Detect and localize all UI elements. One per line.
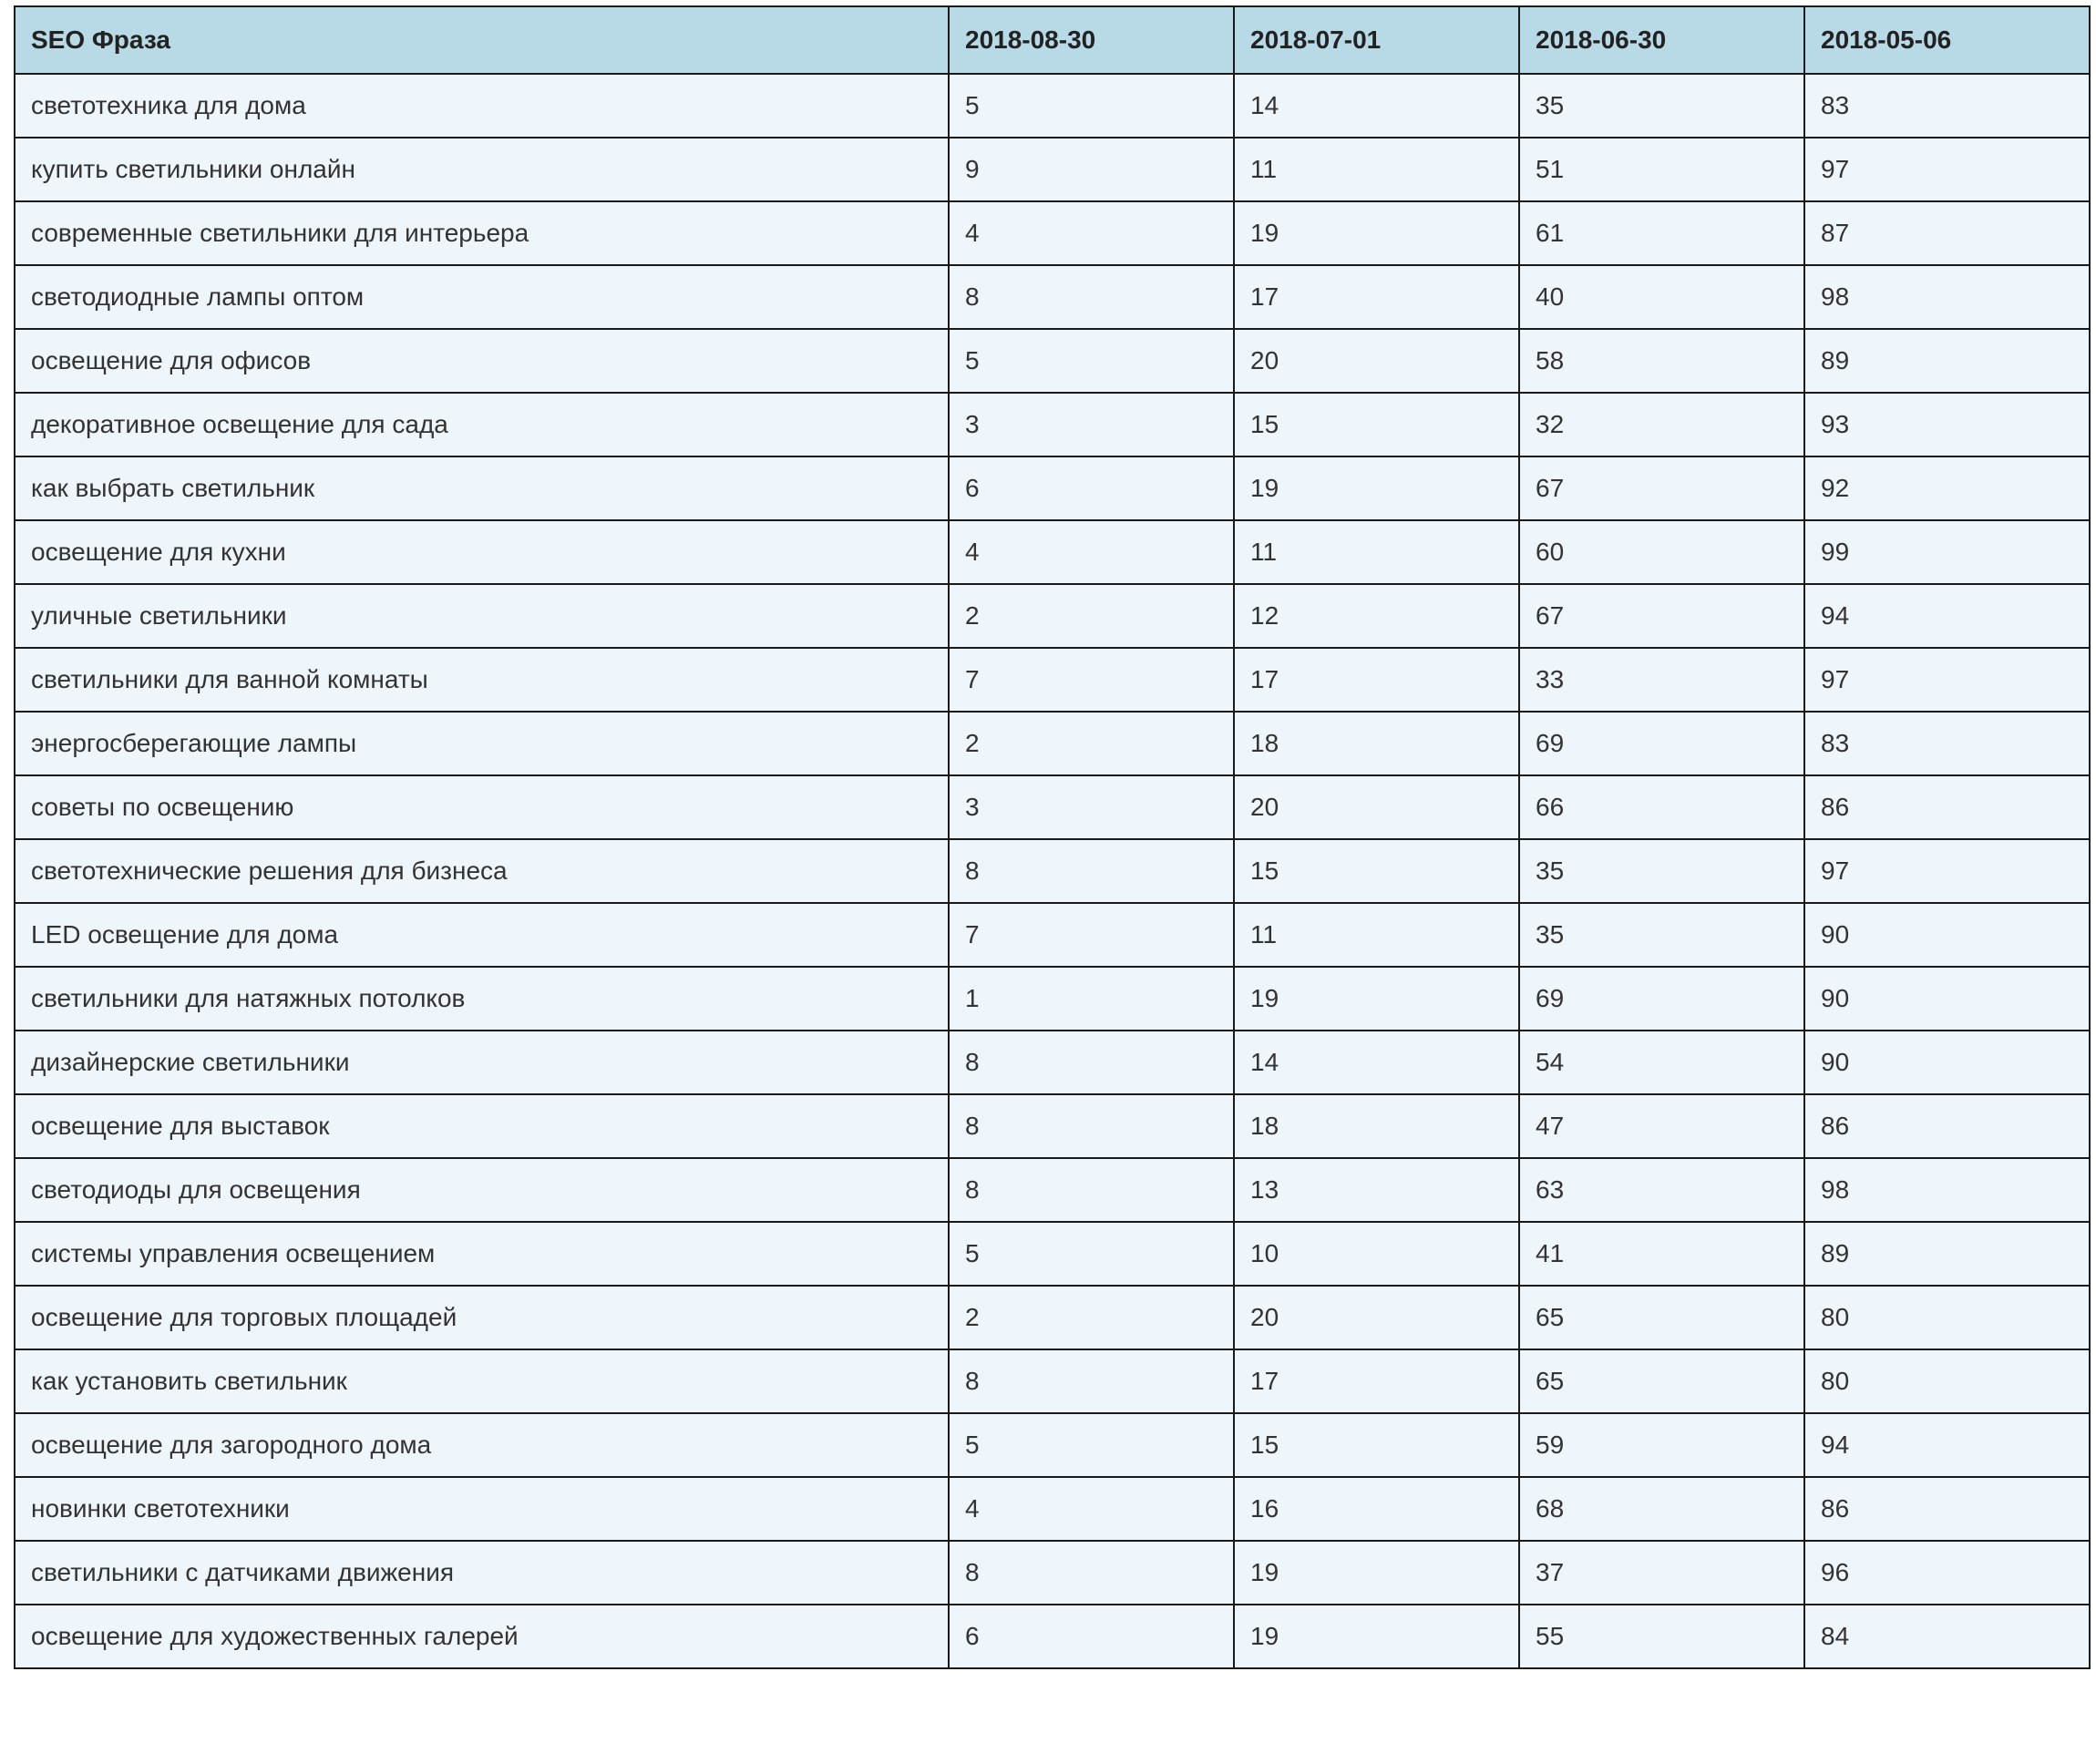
cell-seo-phrase: светотехнические решения для бизнеса [15, 839, 949, 903]
cell-2018-05-06: 83 [1804, 74, 2090, 138]
cell-2018-05-06: 83 [1804, 712, 2090, 775]
cell-2018-05-06: 98 [1804, 265, 2090, 329]
cell-2018-05-06: 90 [1804, 967, 2090, 1031]
cell-2018-07-01: 20 [1234, 775, 1519, 839]
seo-table [14, 5, 2091, 1669]
cell-2018-07-01: 15 [1234, 839, 1519, 903]
cell-2018-05-06: 89 [1804, 329, 2090, 393]
cell-2018-07-01: 18 [1234, 712, 1519, 775]
cell-seo-phrase: светильники для ванной комнаты [15, 648, 949, 712]
cell-2018-06-30: 51 [1519, 138, 1804, 201]
cell-2018-07-01: 10 [1234, 1222, 1519, 1286]
table-row [15, 265, 2090, 329]
cell-seo-phrase: светодиодные лампы оптом [15, 265, 949, 329]
cell-2018-05-06: 80 [1804, 1349, 2090, 1413]
table-row [15, 1094, 2090, 1158]
cell-2018-08-30: 8 [949, 839, 1234, 903]
cell-2018-06-30: 47 [1519, 1094, 1804, 1158]
cell-seo-phrase: как установить светильник [15, 1349, 949, 1413]
cell-2018-05-06: 89 [1804, 1222, 2090, 1286]
cell-2018-05-06: 98 [1804, 1158, 2090, 1222]
table-row [15, 648, 2090, 712]
table-row [15, 584, 2090, 648]
cell-2018-06-30: 65 [1519, 1286, 1804, 1349]
cell-2018-06-30: 69 [1519, 712, 1804, 775]
cell-2018-06-30: 37 [1519, 1541, 1804, 1605]
cell-2018-08-30: 8 [949, 1031, 1234, 1094]
table-row [15, 775, 2090, 839]
cell-seo-phrase: светотехника для дома [15, 74, 949, 138]
table-row [15, 1158, 2090, 1222]
cell-2018-07-01: 20 [1234, 329, 1519, 393]
cell-2018-05-06: 99 [1804, 520, 2090, 584]
column-header-2018-05-06: 2018-05-06 [1804, 6, 2090, 74]
cell-2018-08-30: 3 [949, 775, 1234, 839]
cell-2018-07-01: 11 [1234, 520, 1519, 584]
table-body [15, 74, 2090, 1668]
cell-2018-08-30: 4 [949, 1477, 1234, 1541]
cell-2018-07-01: 15 [1234, 393, 1519, 456]
table-row [15, 903, 2090, 967]
cell-2018-05-06: 94 [1804, 1413, 2090, 1477]
cell-2018-07-01: 15 [1234, 1413, 1519, 1477]
cell-2018-06-30: 68 [1519, 1477, 1804, 1541]
cell-2018-08-30: 7 [949, 903, 1234, 967]
cell-2018-06-30: 61 [1519, 201, 1804, 265]
cell-2018-07-01: 19 [1234, 456, 1519, 520]
cell-seo-phrase: советы по освещению [15, 775, 949, 839]
cell-2018-08-30: 5 [949, 329, 1234, 393]
cell-2018-08-30: 8 [949, 1158, 1234, 1222]
cell-2018-05-06: 90 [1804, 903, 2090, 967]
cell-2018-06-30: 66 [1519, 775, 1804, 839]
cell-seo-phrase: освещение для выставок [15, 1094, 949, 1158]
table-row [15, 456, 2090, 520]
cell-2018-07-01: 17 [1234, 1349, 1519, 1413]
cell-2018-06-30: 63 [1519, 1158, 1804, 1222]
cell-2018-06-30: 33 [1519, 648, 1804, 712]
cell-2018-08-30: 8 [949, 1541, 1234, 1605]
column-header-2018-06-30: 2018-06-30 [1519, 6, 1804, 74]
cell-2018-08-30: 2 [949, 712, 1234, 775]
cell-seo-phrase: новинки светотехники [15, 1477, 949, 1541]
table-row [15, 712, 2090, 775]
table-row [15, 138, 2090, 201]
table-row [15, 1222, 2090, 1286]
cell-2018-05-06: 87 [1804, 201, 2090, 265]
table-row [15, 329, 2090, 393]
cell-2018-05-06: 86 [1804, 775, 2090, 839]
cell-2018-07-01: 13 [1234, 1158, 1519, 1222]
cell-2018-07-01: 19 [1234, 1605, 1519, 1668]
cell-2018-05-06: 93 [1804, 393, 2090, 456]
table-row [15, 1349, 2090, 1413]
cell-seo-phrase: светодиоды для освещения [15, 1158, 949, 1222]
cell-2018-06-30: 65 [1519, 1349, 1804, 1413]
column-header-2018-07-01: 2018-07-01 [1234, 6, 1519, 74]
cell-seo-phrase: декоративное освещение для сада [15, 393, 949, 456]
cell-2018-08-30: 5 [949, 1222, 1234, 1286]
cell-2018-07-01: 16 [1234, 1477, 1519, 1541]
cell-2018-08-30: 6 [949, 1605, 1234, 1668]
cell-seo-phrase: освещение для кухни [15, 520, 949, 584]
seo-table-container [14, 5, 2090, 1669]
cell-2018-07-01: 19 [1234, 967, 1519, 1031]
cell-2018-07-01: 11 [1234, 903, 1519, 967]
cell-2018-05-06: 97 [1804, 648, 2090, 712]
cell-seo-phrase: освещение для художественных галерей [15, 1605, 949, 1668]
cell-seo-phrase: купить светильники онлайн [15, 138, 949, 201]
cell-2018-05-06: 80 [1804, 1286, 2090, 1349]
cell-seo-phrase: освещение для загородного дома [15, 1413, 949, 1477]
table-row [15, 839, 2090, 903]
cell-2018-08-30: 8 [949, 1349, 1234, 1413]
table-row [15, 1286, 2090, 1349]
cell-2018-06-30: 54 [1519, 1031, 1804, 1094]
cell-2018-07-01: 17 [1234, 265, 1519, 329]
cell-seo-phrase: дизайнерские светильники [15, 1031, 949, 1094]
cell-2018-05-06: 86 [1804, 1094, 2090, 1158]
cell-2018-08-30: 8 [949, 1094, 1234, 1158]
cell-2018-08-30: 2 [949, 584, 1234, 648]
cell-seo-phrase: светильники для натяжных потолков [15, 967, 949, 1031]
cell-2018-05-06: 90 [1804, 1031, 2090, 1094]
cell-seo-phrase: LED освещение для дома [15, 903, 949, 967]
cell-2018-06-30: 59 [1519, 1413, 1804, 1477]
table-row [15, 1541, 2090, 1605]
cell-2018-06-30: 58 [1519, 329, 1804, 393]
table-row [15, 393, 2090, 456]
cell-2018-06-30: 60 [1519, 520, 1804, 584]
cell-2018-06-30: 35 [1519, 839, 1804, 903]
cell-2018-05-06: 84 [1804, 1605, 2090, 1668]
cell-2018-08-30: 2 [949, 1286, 1234, 1349]
cell-2018-05-06: 96 [1804, 1541, 2090, 1605]
cell-2018-07-01: 12 [1234, 584, 1519, 648]
cell-seo-phrase: современные светильники для интерьера [15, 201, 949, 265]
cell-seo-phrase: энергосберегающие лампы [15, 712, 949, 775]
cell-2018-06-30: 67 [1519, 456, 1804, 520]
cell-2018-05-06: 92 [1804, 456, 2090, 520]
table-row [15, 1031, 2090, 1094]
cell-seo-phrase: уличные светильники [15, 584, 949, 648]
cell-2018-08-30: 6 [949, 456, 1234, 520]
cell-2018-07-01: 17 [1234, 648, 1519, 712]
cell-seo-phrase: освещение для торговых площадей [15, 1286, 949, 1349]
cell-2018-06-30: 69 [1519, 967, 1804, 1031]
table-row [15, 201, 2090, 265]
cell-seo-phrase: системы управления освещением [15, 1222, 949, 1286]
table-row [15, 1605, 2090, 1668]
cell-seo-phrase: как выбрать светильник [15, 456, 949, 520]
cell-2018-07-01: 19 [1234, 1541, 1519, 1605]
cell-2018-08-30: 8 [949, 265, 1234, 329]
cell-2018-07-01: 18 [1234, 1094, 1519, 1158]
column-header-2018-08-30: 2018-08-30 [949, 6, 1234, 74]
table-row [15, 1413, 2090, 1477]
cell-2018-08-30: 5 [949, 74, 1234, 138]
table-header-row [15, 6, 2090, 74]
column-header-seo-phrase: SEO Фраза [15, 6, 949, 74]
cell-seo-phrase: освещение для офисов [15, 329, 949, 393]
cell-2018-07-01: 20 [1234, 1286, 1519, 1349]
cell-2018-08-30: 7 [949, 648, 1234, 712]
cell-2018-07-01: 11 [1234, 138, 1519, 201]
cell-2018-06-30: 35 [1519, 903, 1804, 967]
table-row [15, 1477, 2090, 1541]
cell-2018-06-30: 41 [1519, 1222, 1804, 1286]
cell-2018-07-01: 14 [1234, 1031, 1519, 1094]
cell-2018-06-30: 55 [1519, 1605, 1804, 1668]
cell-2018-08-30: 4 [949, 520, 1234, 584]
cell-2018-08-30: 5 [949, 1413, 1234, 1477]
cell-seo-phrase: светильники с датчиками движения [15, 1541, 949, 1605]
cell-2018-08-30: 3 [949, 393, 1234, 456]
cell-2018-06-30: 32 [1519, 393, 1804, 456]
table-row [15, 967, 2090, 1031]
cell-2018-07-01: 19 [1234, 201, 1519, 265]
cell-2018-08-30: 4 [949, 201, 1234, 265]
table-row [15, 520, 2090, 584]
cell-2018-05-06: 97 [1804, 138, 2090, 201]
cell-2018-08-30: 9 [949, 138, 1234, 201]
cell-2018-07-01: 14 [1234, 74, 1519, 138]
cell-2018-06-30: 40 [1519, 265, 1804, 329]
table-row [15, 74, 2090, 138]
cell-2018-08-30: 1 [949, 967, 1234, 1031]
cell-2018-05-06: 97 [1804, 839, 2090, 903]
cell-2018-05-06: 86 [1804, 1477, 2090, 1541]
cell-2018-05-06: 94 [1804, 584, 2090, 648]
cell-2018-06-30: 67 [1519, 584, 1804, 648]
cell-2018-06-30: 35 [1519, 74, 1804, 138]
